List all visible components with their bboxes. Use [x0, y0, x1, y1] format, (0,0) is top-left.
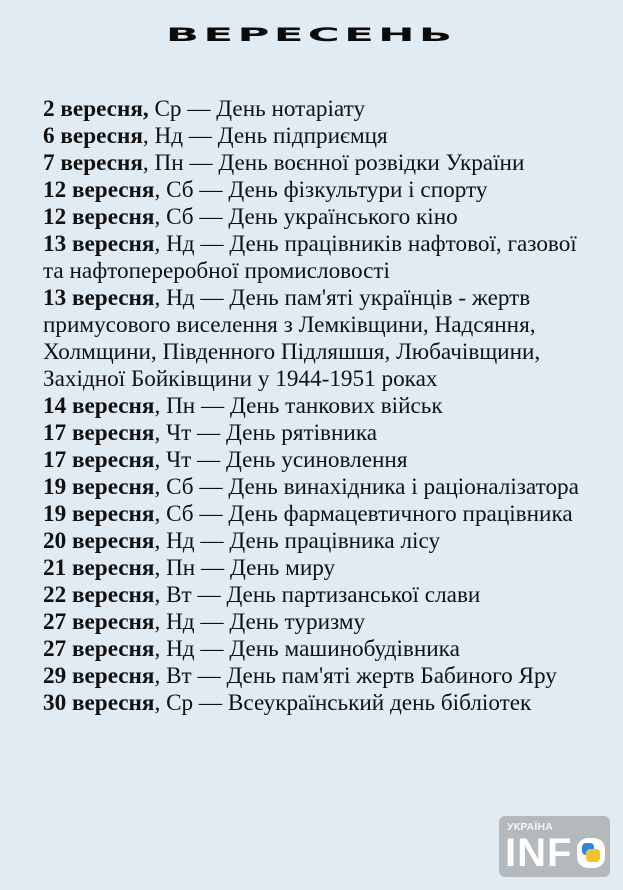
- entry-date: 19 вересня: [43, 474, 155, 500]
- list-item: [43, 663, 603, 690]
- entry-date: 21 вересня: [43, 555, 155, 581]
- entry-date: 12 вересня: [43, 204, 155, 230]
- entry-date: 19 вересня: [43, 501, 155, 527]
- entry-date: 27 вересня: [43, 609, 155, 635]
- entry-date: 30 вересня: [43, 690, 155, 716]
- list-item: [43, 231, 603, 285]
- entry-date: 12 вересня: [43, 177, 155, 203]
- list-item: [43, 447, 603, 474]
- entry-date: 17 вересня: [43, 447, 155, 473]
- entry-text: , Сб — День фармацевтичного працівника: [154, 501, 573, 527]
- logo-top-text: УКРАЇНА: [507, 821, 554, 833]
- list-item: [43, 204, 603, 231]
- entry-date: 2 вересня,: [43, 96, 149, 122]
- entry-date: 27 вересня: [43, 636, 155, 662]
- holiday-list: [43, 96, 603, 717]
- entry-text: , Вт — День пам'яті жертв Бабиного Яру: [154, 663, 557, 689]
- list-item: [43, 150, 603, 177]
- entry-text: , Пн — День танкових військ: [154, 393, 443, 419]
- entry-date: 17 вересня: [43, 420, 155, 446]
- entry-text: , Нд — День пам'яті українців - жертв примусового виселення з Лемківщини, Надсяння, Холмщини, Південного Підляшшя, Любачівщини, Західної Бойківщини у 1944-1951 роках: [43, 285, 541, 392]
- logo-main-text: INF: [505, 831, 573, 875]
- entry-date: 22 вересня: [43, 582, 155, 608]
- entry-date: 13 вересня: [43, 231, 155, 257]
- entry-text: , Сб — День винахідника і раціоналізатора: [154, 474, 579, 500]
- entry-text: , Пн — День воєнної розвідки України: [142, 150, 525, 176]
- list-item: [43, 285, 603, 393]
- entry-date: 13 вересня: [43, 285, 155, 311]
- entry-text: , Вт — День партизанської слави: [154, 582, 481, 608]
- entry-date: 6 вересня: [43, 123, 143, 149]
- entry-date: 7 вересня: [43, 150, 143, 176]
- entry-text: , Нд — День туризму: [154, 609, 366, 635]
- list-item: [43, 501, 603, 528]
- entry-text: , Ср — Всеукраїнський день бібліотек: [154, 690, 532, 716]
- list-item: [43, 474, 603, 501]
- title-text: ВЕРЕСЕНЬ: [166, 24, 457, 47]
- entry-text: Ср — День нотаріату: [148, 96, 366, 122]
- list-item: [43, 96, 603, 123]
- list-item: [43, 528, 603, 555]
- entry-text: , Чт — День усиновлення: [154, 447, 408, 473]
- entry-text: , Сб — День українського кіно: [154, 204, 458, 230]
- entry-text: , Сб — День фізкультури і спорту: [154, 177, 488, 203]
- list-item: [43, 123, 603, 150]
- logo-yellow-square-icon: [586, 849, 600, 862]
- list-item: [43, 555, 603, 582]
- entry-text: , Нд — День підприємця: [142, 123, 388, 149]
- list-item: [43, 393, 603, 420]
- entry-text: , Нд — День працівників нафтової, газової та нафтопереробної промисловості: [43, 231, 577, 284]
- entry-text: , Нд — День машинобудівника: [154, 636, 460, 662]
- entry-text: , Чт — День рятівника: [154, 420, 378, 446]
- entry-date: 29 вересня: [43, 663, 155, 689]
- entry-text: , Нд — День працівника лісу: [154, 528, 441, 554]
- list-item: [43, 609, 603, 636]
- list-item: [43, 690, 603, 717]
- entry-text: , Пн — День миру: [154, 555, 336, 581]
- ukraina-info-logo: [499, 816, 610, 877]
- list-item: [43, 582, 603, 609]
- entry-date: 20 вересня: [43, 528, 155, 554]
- list-item: [43, 420, 603, 447]
- entry-date: 14 вересня: [43, 393, 155, 419]
- list-item: [43, 177, 603, 204]
- page-title: [0, 22, 623, 49]
- list-item: [43, 636, 603, 663]
